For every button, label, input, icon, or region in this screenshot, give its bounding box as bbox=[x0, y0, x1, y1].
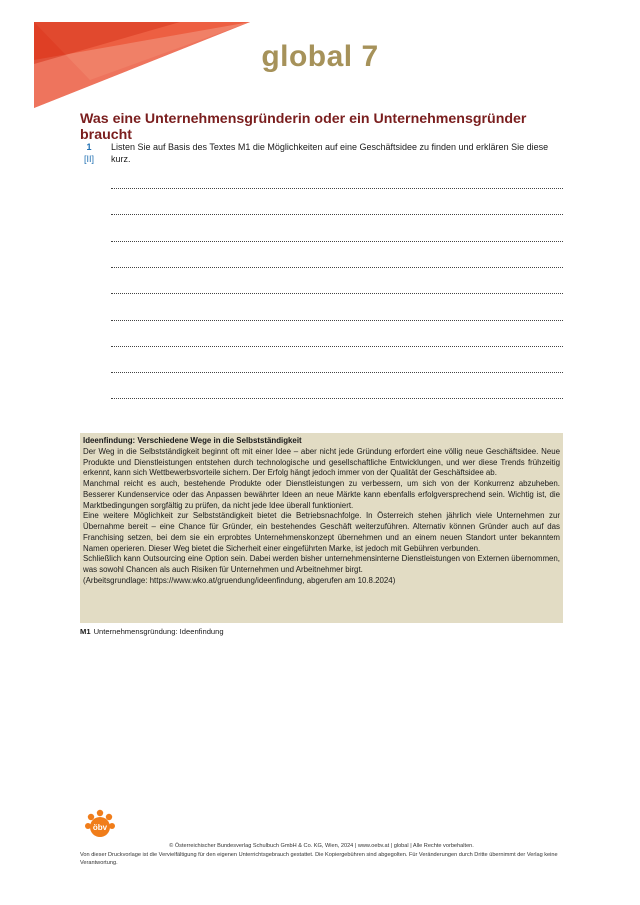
answer-line bbox=[111, 346, 563, 347]
answer-line bbox=[111, 188, 563, 189]
caption-text: Unternehmensgründung: Ideenfindung bbox=[93, 627, 224, 636]
material-paragraph: Der Weg in die Selbstständigkeit beginnt oft mit einer Idee – aber nicht jede Gründung erfordert eine völlig neue Geschäftsidee. Neue Produkte und Dienstleistungen entstehen durch technologische und gesellschaftliche Entwicklungen, und wer diese Trends frühzeitig erkennt, kann sich Wettbewerbsvorteile sichern. Der Erfolg hängt jedoch immer von der Qualität der Geschäftsidee ab. bbox=[83, 446, 560, 478]
material-paragraph: Manchmal reicht es auch, bestehende Produkte oder Dienstleistungen zu verbessern, um sich von der Konkurrenz abzuheben. Besserer Kundenservice oder das Anpassen bewährter Ideen an neue Märkte kann ebenfalls erfolgversprechend sein. Wichtig ist, die Marktbedingungen sorgfältig zu prüfen, da nicht jede Idee überall funktioniert. bbox=[83, 479, 560, 510]
answer-line bbox=[111, 293, 563, 294]
brand-title: global 7 bbox=[261, 40, 379, 73]
footer-notice: Von dieser Druckvorlage ist die Vervielfältigung für den eigenen Unterrichtsgebrauch gestattet. Die Kopiergebühren sind abgegolten. Für Veränderungen durch Dritte übernimmt der Verlag keine Verantwortung. bbox=[80, 852, 558, 866]
oebv-logo-icon bbox=[84, 809, 116, 839]
material-paragraph: Eine weitere Möglichkeit zur Selbstständigkeit bietet die Betriebsnachfolge. In Österreich stehen jährlich viele Unternehmen zur Übernahme bereit – eine Chance für Gründer, ein bestehendes Geschäft weiterzuführen. Alternativ können Gründer auch auf das Franchising setzen, bei dem sie ein erprobtes Unternehmenskonzept übernehmen und an einem neuen Standort unter bekanntem Namen operieren. Dieser Weg bietet die Sicherheit einer eingeführten Marke, ist jedoch mit Gebühren verbunden. bbox=[83, 511, 560, 553]
answer-line bbox=[111, 267, 563, 268]
material-caption bbox=[80, 627, 224, 636]
task-instruction: Listen Sie auf Basis des Textes M1 die Möglichkeiten auf eine Geschäftsidee zu finden und erklären Sie diese kurz. bbox=[111, 142, 549, 164]
material-textbox bbox=[80, 433, 563, 623]
page-heading: Was eine Unternehmensgründerin oder ein Unternehmensgründer braucht bbox=[80, 111, 527, 143]
answer-line bbox=[111, 241, 563, 242]
material-title: Ideenfindung: Verschiedene Wege in die Selbstständigkeit bbox=[83, 436, 302, 445]
task-number: 1 bbox=[86, 142, 92, 152]
caption-label: M1 bbox=[80, 627, 91, 636]
footer-copyright: © Österreichischer Bundesverlag Schulbuch GmbH & Co. KG, Wien, 2024 | www.oebv.at | global | Alle Rechte vorbehalten. bbox=[169, 843, 474, 849]
answer-line bbox=[111, 398, 563, 399]
material-source: (Arbeitsgrundlage: https://www.wko.at/gruendung/ideenfindung, abgerufen am 10.8.2024) bbox=[83, 575, 396, 585]
svg-text:öbv: öbv bbox=[92, 823, 108, 832]
material-paragraph: Schließlich kann Outsourcing eine Option sein. Dabei werden bisher unternehmensinterne Dienstleistungen von Externen übernommen, was sowohl Chancen als auch Risiken für Unternehmen und Arbeitnehmer birgt. bbox=[83, 554, 560, 574]
task-level: [II] bbox=[83, 154, 94, 164]
answer-line bbox=[111, 372, 563, 373]
answer-line bbox=[111, 320, 563, 321]
answer-line bbox=[111, 214, 563, 215]
